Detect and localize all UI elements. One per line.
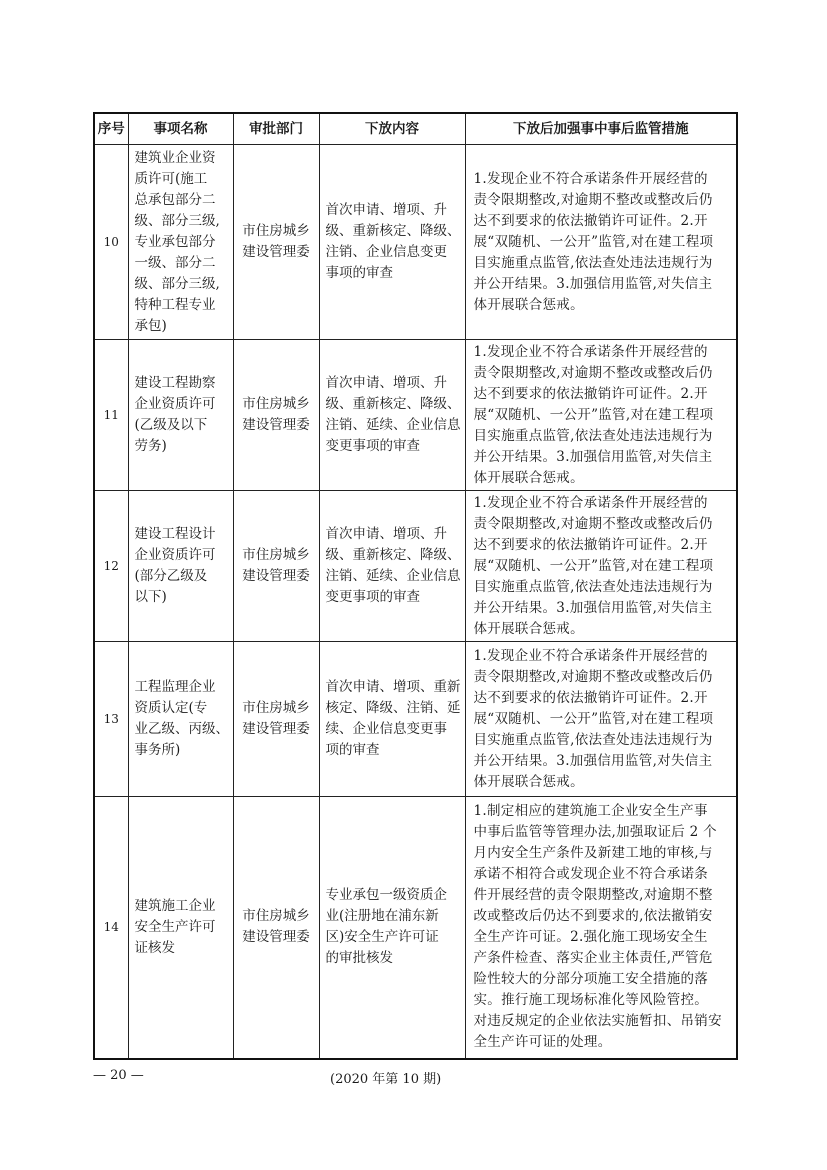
measures-line: 并公开结果。3.加强信用监管,对失信主 [473, 752, 713, 769]
cell-item-name [128, 797, 233, 1059]
item-name-line: 建筑施工企业 [134, 897, 216, 914]
measures-line: 目实施重点监管,依法查处违法违规行为 [473, 578, 713, 595]
content-line: 核定、降级、注销、延 [325, 700, 461, 716]
content-line: 业(注册地在浦东新 [325, 908, 439, 925]
cell-department [233, 797, 319, 1059]
measures-line: 产条件检查、落实企业主体责任,严管危 [473, 950, 713, 967]
cell-department [233, 340, 319, 491]
department-line: 建设管理委 [242, 568, 310, 584]
department-line: 建设管理委 [242, 417, 310, 433]
item-name-line: 级、部分三级, [134, 275, 220, 292]
cell-item-name [128, 491, 233, 642]
table-row [94, 145, 737, 340]
item-name-line: 资质认定(专 [134, 700, 208, 716]
cell-measures [465, 797, 737, 1059]
measures-line: 改或整改后仍达不到要求的,依法撤销安 [473, 908, 713, 925]
content-line: 注销、企业信息变更 [325, 244, 447, 260]
department-line: 建设管理委 [242, 244, 310, 260]
measures-line: 并公开结果。3.加强信用监管,对失信主 [473, 275, 713, 292]
row-number: 13 [94, 642, 128, 797]
measures-line: 1.制定相应的建筑施工企业安全生产事 [473, 803, 708, 820]
measures-line: 月内安全生产条件及新建工地的审核,与 [473, 845, 713, 862]
page-number: — 20 — [93, 1068, 144, 1083]
department-line: 建设管理委 [242, 721, 310, 737]
measures-line: 展“双随机、一公开”监管,对在建工程项 [473, 233, 714, 250]
item-name-line: 工程监理企业 [134, 679, 216, 695]
measures-line: 实。推行施工现场标准化等风险管控。 [473, 992, 709, 1009]
item-name-line: 特种工程专业 [134, 296, 216, 313]
measures-line: 1.发现企业不符合承诺条件开展经营的 [473, 170, 708, 187]
measures-line: 达不到要求的依法撤销许可证件。2.开 [473, 689, 708, 706]
department-line: 建设管理委 [242, 929, 310, 946]
cell-content [319, 797, 465, 1059]
item-name-line: 级、部分三级, [134, 212, 220, 229]
cell-department [233, 491, 319, 642]
measures-line: 1.发现企业不符合承诺条件开展经营的 [473, 494, 708, 511]
content-line: 的审批核发 [325, 950, 393, 967]
issue-label: (2020 年第 10 期) [330, 1072, 442, 1087]
measures-line: 全生产许可证。2.强化施工现场安全生 [473, 929, 708, 946]
item-name-line: 以下) [134, 589, 167, 605]
measures-line: 体开展联合惩戒。 [473, 773, 584, 790]
table-row [94, 340, 737, 491]
measures-line: 责令限期整改,对逾期不整改或整改后仍 [473, 515, 713, 532]
content-line: 区)安全生产许可证 [325, 929, 439, 946]
item-name-line: 企业资质许可 [134, 396, 216, 412]
department-line: 市住房城乡 [242, 908, 310, 925]
measures-line: 目实施重点监管,依法查处违法违规行为 [473, 254, 713, 271]
measures-line: 对违反规定的企业依法实施暂扣、吊销安 [473, 1013, 722, 1030]
measures-line: 责令限期整改,对逾期不整改或整改后仍 [473, 364, 713, 381]
department-line: 市住房城乡 [242, 396, 310, 412]
cell-measures [465, 491, 737, 642]
header-content: 下放内容 [319, 113, 465, 145]
content-line: 项的审查 [325, 742, 380, 758]
item-name-line: 建设工程设计 [134, 526, 216, 542]
item-name-line: 企业资质许可 [134, 547, 216, 563]
table-header-row [94, 113, 737, 145]
item-name-line: 总承包部分二 [134, 191, 216, 208]
department-line: 市住房城乡 [242, 547, 310, 563]
header-no: 序号 [94, 113, 128, 145]
measures-line: 展“双随机、一公开”监管,对在建工程项 [473, 710, 714, 727]
cell-item-name [128, 145, 233, 340]
header-item-name: 事项名称 [128, 113, 233, 145]
measures-line: 体开展联合惩戒。 [473, 469, 584, 486]
item-name-line: (部分乙级及 [134, 568, 208, 584]
measures-line: 承诺不相符合或发现企业不符合承诺条 [473, 866, 709, 883]
content-line: 注销、延续、企业信息 [325, 568, 461, 584]
content-line: 级、重新核定、降级、 [325, 396, 461, 412]
department-line: 市住房城乡 [242, 700, 310, 716]
measures-line: 体开展联合惩戒。 [473, 296, 584, 313]
content-line: 续、企业信息变更事 [325, 721, 447, 737]
table-row [94, 642, 737, 797]
item-name-line: 承包) [134, 317, 167, 334]
header-measures: 下放后加强事中事后监管措施 [465, 113, 737, 145]
cell-department [233, 145, 319, 340]
content-line: 首次申请、增项、升 [325, 202, 447, 218]
row-number: 11 [94, 340, 128, 491]
measures-line: 全生产许可证的处理。 [473, 1034, 612, 1051]
content-line: 级、重新核定、降级、 [325, 547, 461, 563]
measures-line: 体开展联合惩戒。 [473, 620, 584, 637]
item-name-line: 安全生产许可 [134, 918, 216, 935]
approval-items-table [93, 112, 738, 1060]
content-line: 首次申请、增项、升 [325, 526, 447, 542]
cell-measures [465, 145, 737, 340]
item-name-line: 业乙级、丙级、 [134, 721, 229, 737]
measures-line: 责令限期整改,对逾期不整改或整改后仍 [473, 191, 713, 208]
measures-line: 险性较大的分部分项施工安全措施的落 [473, 971, 709, 988]
content-line: 级、重新核定、降级、 [325, 223, 461, 239]
measures-line: 1.发现企业不符合承诺条件开展经营的 [473, 343, 708, 360]
measures-line: 中事后监管等管理办法,加强取证后 2 个 [473, 824, 717, 841]
measures-line: 展“双随机、一公开”监管,对在建工程项 [473, 406, 714, 423]
cell-department [233, 642, 319, 797]
cell-item-name [128, 642, 233, 797]
measures-line: 展“双随机、一公开”监管,对在建工程项 [473, 557, 714, 574]
item-name-line: 建设工程勘察 [134, 375, 216, 391]
cell-content [319, 491, 465, 642]
item-name-line: 事务所) [134, 742, 181, 758]
item-name-line: 质许可(施工 [134, 170, 208, 187]
measures-line: 1.发现企业不符合承诺条件开展经营的 [473, 647, 708, 664]
cell-measures [465, 340, 737, 491]
cell-content [319, 340, 465, 491]
item-name-line: 建筑业企业资 [134, 149, 216, 166]
row-number: 10 [94, 145, 128, 340]
header-department: 审批部门 [233, 113, 319, 145]
content-line: 专业承包一级资质企 [325, 887, 447, 904]
measures-line: 目实施重点监管,依法查处违法违规行为 [473, 427, 713, 444]
department-line: 市住房城乡 [242, 223, 310, 239]
measures-line: 并公开结果。3.加强信用监管,对失信主 [473, 448, 713, 465]
content-line: 变更事项的审查 [325, 589, 420, 605]
content-line: 事项的审查 [325, 265, 393, 281]
content-line: 注销、延续、企业信息 [325, 417, 461, 433]
measures-line: 达不到要求的依法撤销许可证件。2.开 [473, 212, 708, 229]
measures-line: 目实施重点监管,依法查处违法违规行为 [473, 731, 713, 748]
table-row [94, 797, 737, 1059]
measures-line: 达不到要求的依法撤销许可证件。2.开 [473, 385, 708, 402]
measures-line: 并公开结果。3.加强信用监管,对失信主 [473, 599, 713, 616]
item-name-line: (乙级及以下 [134, 417, 208, 433]
cell-content [319, 642, 465, 797]
table-row [94, 491, 737, 642]
item-name-line: 一级、部分二 [134, 254, 216, 271]
measures-line: 达不到要求的依法撤销许可证件。2.开 [473, 536, 708, 553]
item-name-line: 劳务) [134, 438, 167, 454]
cell-measures [465, 642, 737, 797]
item-name-line: 证核发 [134, 939, 175, 956]
row-number: 14 [94, 797, 128, 1059]
cell-item-name [128, 340, 233, 491]
item-name-line: 专业承包部分 [134, 233, 216, 250]
measures-line: 责令限期整改,对逾期不整改或整改后仍 [473, 668, 713, 685]
measures-line: 件开展经营的责令限期整改,对逾期不整 [473, 887, 713, 904]
content-line: 变更事项的审查 [325, 438, 420, 454]
cell-content [319, 145, 465, 340]
row-number: 12 [94, 491, 128, 642]
content-line: 首次申请、增项、升 [325, 375, 447, 391]
content-line: 首次申请、增项、重新 [325, 679, 461, 695]
